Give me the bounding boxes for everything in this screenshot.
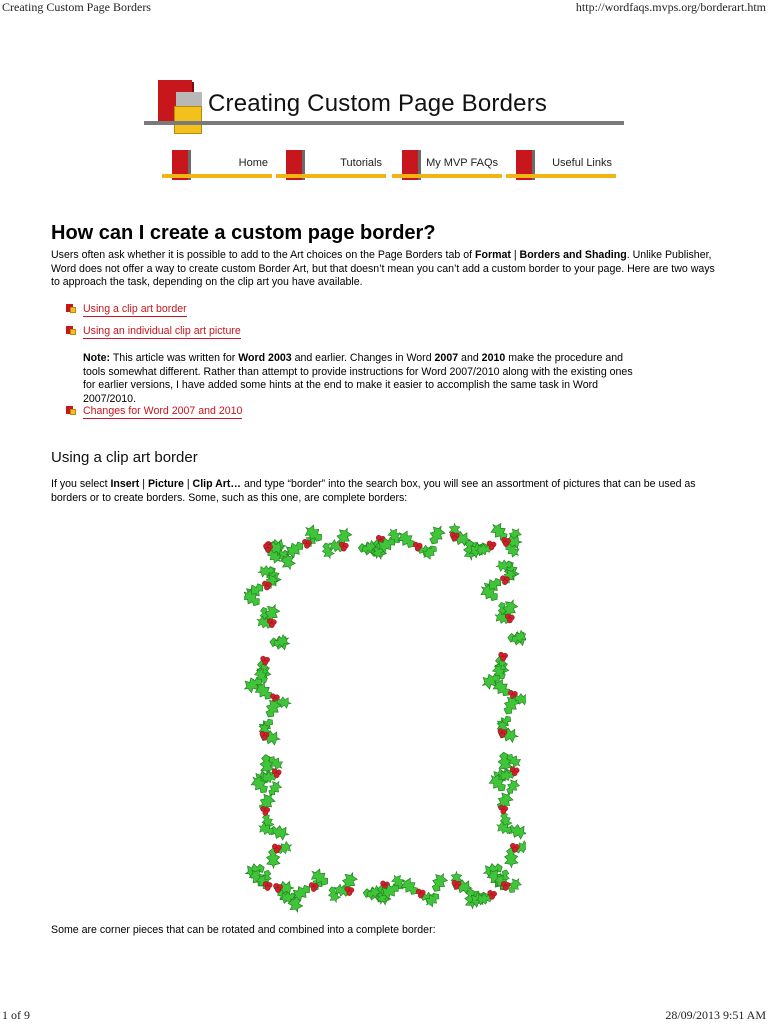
site-nav: [162, 150, 622, 182]
nav-tutorials[interactable]: [276, 150, 386, 182]
nav-tutorials-label: Tutorials: [340, 157, 382, 169]
banner-title: Creating Custom Page Borders: [208, 90, 548, 117]
print-header: [0, 0, 768, 16]
nav-home-label: Home: [238, 157, 268, 169]
bullet-icon: [66, 326, 76, 336]
nav-useful-links[interactable]: [506, 150, 616, 182]
nav-home[interactable]: [162, 150, 272, 182]
banner-rule: [144, 121, 624, 125]
holly-border-image: [244, 518, 526, 914]
section-paragraph: If you select Insert | Picture | Clip Art… and type “border” into the search box, you will see an assortment of pictures that can be used as borders or to create borders. Some, such as this one, are complete borders:: [51, 478, 696, 504]
print-page-number: 1 of 9: [2, 1008, 30, 1022]
section-heading: Using a clip art border: [51, 449, 198, 466]
nav-useful-links-label: Useful Links: [552, 157, 612, 169]
bullet-icon: [66, 304, 76, 314]
link-using-clip-art-border[interactable]: Using a clip art border: [83, 303, 187, 315]
print-page-title: Creating Custom Page Borders: [2, 0, 151, 14]
print-page-url: http://wordfaqs.mvps.org/borderart.htm: [575, 0, 766, 14]
bullet-icon: [66, 406, 76, 416]
link-changes-word-2007-2010[interactable]: Changes for Word 2007 and 2010: [83, 405, 243, 417]
print-footer: [0, 1006, 768, 1024]
nav-my-mvp-faqs[interactable]: [392, 150, 502, 182]
page-heading: How can I create a custom page border?: [51, 222, 436, 244]
note-paragraph: Note: This article was written for Word 2003 and earlier. Changes in Word 2007 and 2010 make the procedure and tools somewhat different. Rather than attempt to provide instructions for Word 2007/2010 along with the existing ones for earlier versions, I have added some hints at the end to make it easier to accomplish the same task in Word 2007/2010.: [83, 352, 633, 405]
site-banner: [144, 76, 626, 132]
print-datetime: 28/09/2013 9:51 AM: [665, 1008, 766, 1022]
corner-pieces-paragraph: Some are corner pieces that can be rotated and combined into a complete border:: [51, 924, 436, 936]
intro-paragraph: Users often ask whether it is possible to add to the Art choices on the Page Borders tab of Format | Borders and Shading. Unlike Publisher, Word does not offer a way to create custom Border Art, but that doesn’t mean you can’t add a custom border to your page. Here are two ways to approach the task, depending on the clip art you have available.: [51, 249, 715, 288]
nav-my-mvp-faqs-label: My MVP FAQs: [426, 157, 498, 169]
link-using-individual-clip-art[interactable]: Using an individual clip art picture: [83, 325, 241, 337]
